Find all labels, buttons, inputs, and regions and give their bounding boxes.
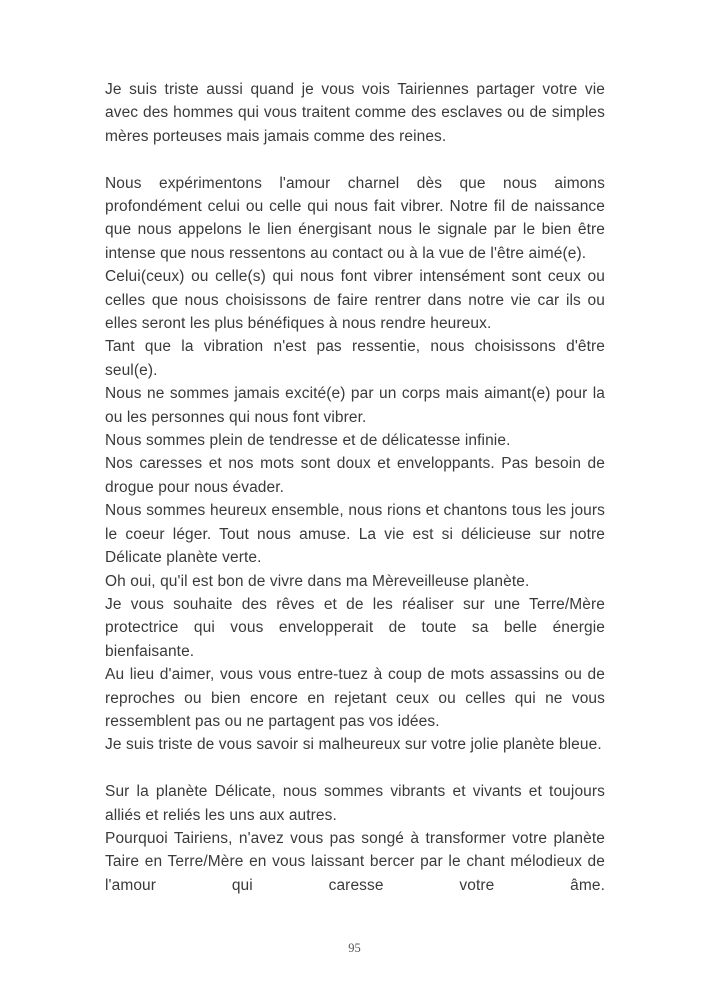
paragraph: Nous ne sommes jamais excité(e) par un corps mais aimant(e) pour la ou les personnes qui nous font vibrer. <box>105 385 605 426</box>
paragraph: Sur la planète Délicate, nous sommes vibrants et vivants et toujours alliés et reliés les uns aux autres. <box>105 783 605 824</box>
paragraph: Oh oui, qu'il est bon de vivre dans ma Mèreveilleuse planète. <box>105 572 530 590</box>
page-number: 95 <box>348 941 361 955</box>
paragraph: Celui(ceux) ou celle(s) qui nous font vibrer intensément sont ceux ou celles que nous choisissons de faire rentrer dans notre vie car ils ou elles seront les plus bénéfiques à nous rendre heureux. <box>105 268 605 333</box>
paragraph: Nos caresses et nos mots sont doux et enveloppants. Pas besoin de drogue pour nous évader. <box>105 455 605 496</box>
paragraph: Je vous souhaite des rêves et de les réaliser sur une Terre/Mère protectrice qui vous envelopperait de toute sa belle énergie bienfaisante. <box>105 595 605 660</box>
paragraph: Pourquoi Tairiens, n'avez vous pas songé à transformer votre planète Taire en Terre/Mère en vous laissant bercer par le chant mélodieux de l'amour qui caresse votre âme. <box>105 829 605 894</box>
paragraph: Nous expérimentons l'amour charnel dès que nous aimons profondément celui ou celle qui nous fait vibrer. Notre fil de naissance que nous appelons le lien énergisant nous le signale par le bien être intense que nous ressentons au contact ou à la vue de l'être aimé(e). <box>105 174 605 262</box>
paragraph: Je suis triste aussi quand je vous vois Tairiennes partager votre vie avec des hommes qui vous traitent comme des esclaves ou de simples mères porteuses mais jamais comme des reines. <box>105 81 605 145</box>
paragraph: Tant que la vibration n'est pas ressentie, nous choisissons d'être seul(e). <box>105 338 605 379</box>
paragraph: Nous sommes plein de tendresse et de délicatesse infinie. <box>105 432 511 450</box>
paragraph: Au lieu d'aimer, vous vous entre-tuez à coup de mots assassins ou de reproches ou bien encore en rejetant ceux ou celles qui ne vous ressemblent pas ou ne partagent pas vos idées. <box>105 666 605 730</box>
paragraph: Nous sommes heureux ensemble, nous rions et chantons tous les jours le coeur léger. Tout nous amuse. La vie est si délicieuse sur notre Délicate planète verte. <box>105 502 605 567</box>
paragraph: Je suis triste de vous savoir si malheureux sur votre jolie planète bleue. <box>105 736 602 754</box>
body-text <box>105 78 605 897</box>
